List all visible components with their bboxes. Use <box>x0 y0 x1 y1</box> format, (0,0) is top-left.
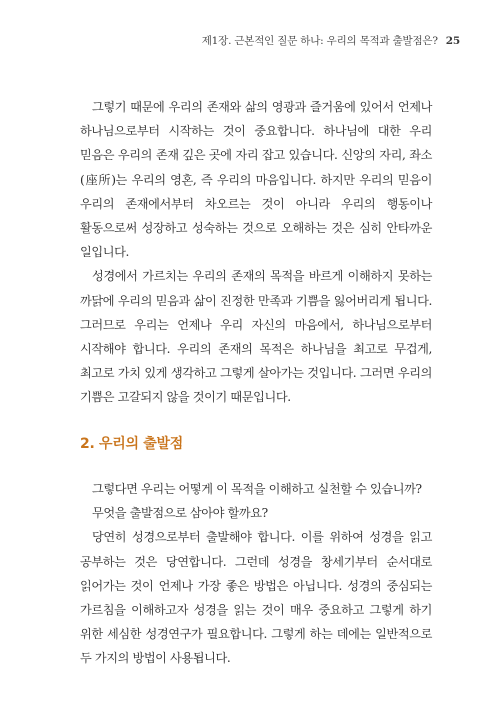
chapter-title: 제1장. 근본적인 질문 하나: 우리의 목적과 출발점은? <box>201 35 438 47</box>
section-heading: 2. 우리의 출발점 <box>80 436 183 452</box>
paragraph: 당연히 성경으로부터 출발해야 합니다. 이를 위하여 성경을 읽고 공부하는 것은 당연합니다. 그런데 성경을 창세기부터 순서대로 읽어가는 것이 언제나 가장 좋은 방법은 아닙니다. 성경의 중심되는 가르침을 이해하고자 성경을 읽는 것이 매우 중요하고 그렇게 하기 위한 세심한 성경연구가 필요합니다. 그렇게 하는 데에는 일반적으로 두 가지의 방법이 사용됩니다. <box>80 530 432 666</box>
paragraph: 무엇을 출발점으로 삼아야 할까요? <box>92 506 268 521</box>
paragraph: 그렇다면 우리는 어떻게 이 목적을 이해하고 실천할 수 있습니까? <box>92 482 422 496</box>
page-number: 25 <box>445 35 460 47</box>
section-1-body <box>80 95 432 410</box>
section-2-body <box>80 477 432 671</box>
running-header <box>202 33 460 48</box>
paragraph: 성경에서 가르치는 우리의 존재의 목적을 바르게 이해하지 못하는 까닭에 우리의 믿음과 삶이 진정한 만족과 기쁨을 잃어버리게 됩니다. 그러므로 우리는 언제나 우리 자신의 마음에서, 하나님으로부터 시작해야 합니다. 우리의 존재의 목적은 하나님을 최고로 무겁게, 최고로 가치 있게 생각하고 그렇게 살아가는 것입니다. 그러면 우리의 기쁨은 고갈되지 않을 것이기 때문입니다. <box>80 269 432 405</box>
paragraph: 그렇기 때문에 우리의 존재와 삶의 영광과 즐거움에 있어서 언제나 하나님으로부터 시작하는 것이 중요합니다. 하나님에 대한 우리 믿음은 우리의 존재 깊은 곳에 자리 잡고 있습니다. 신앙의 자리, 좌소(座所)는 우리의 영혼, 즉 우리의 마음입니다. 하지만 우리의 믿음이 우리의 존재에서부터 차오르는 것이 아니라 우리의 행동이나 활동으로써 성장하고 성숙하는 것으로 오해하는 것은 심히 안타까운 일입니다. <box>80 100 432 260</box>
